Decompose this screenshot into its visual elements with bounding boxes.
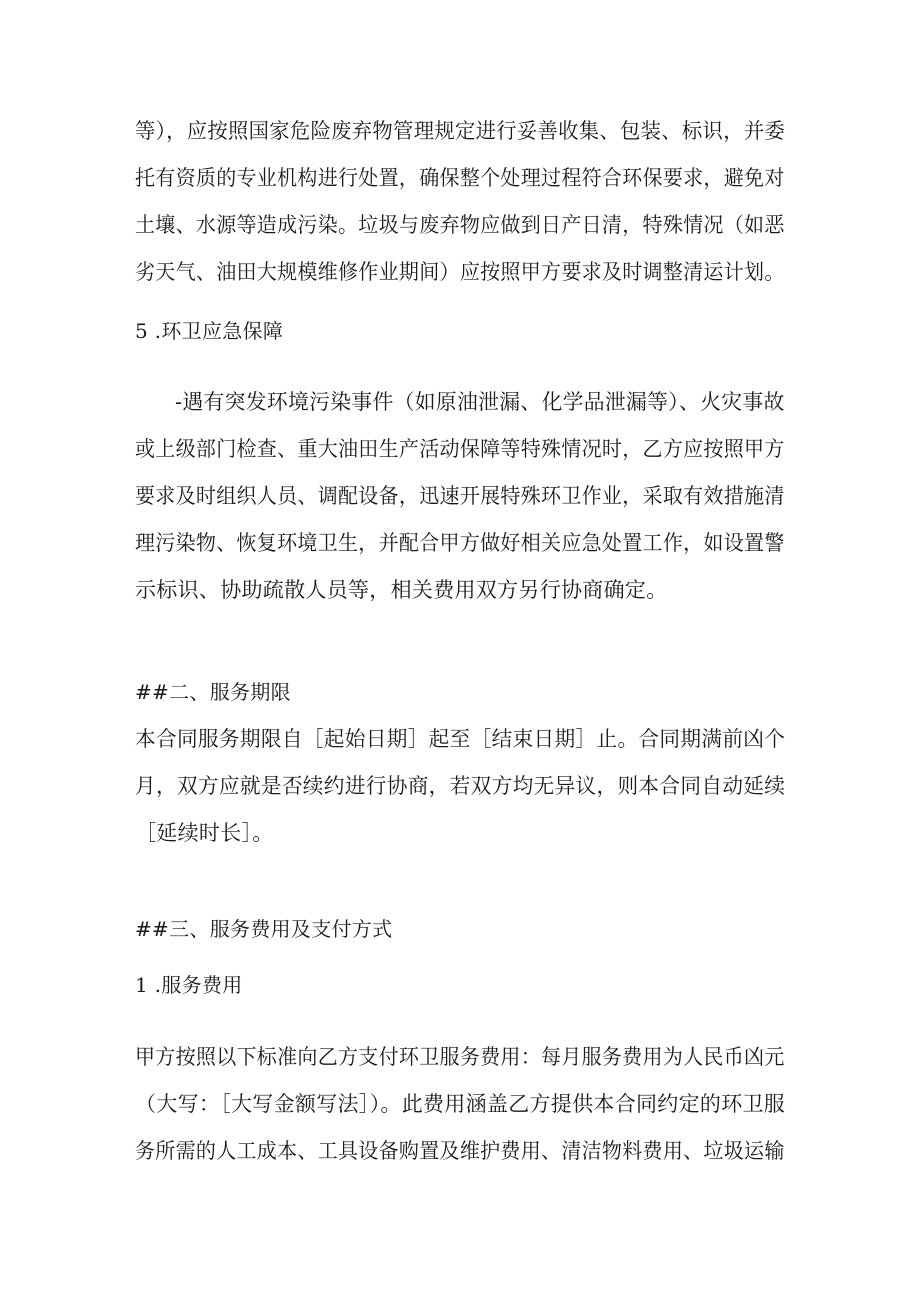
emergency-paragraph-line-3: 要求及时组织人员、调配设备，迅速开展特殊环卫作业，采取有效措施清 [135,484,785,508]
section-2-heading: ##二、服务期限 [135,680,291,704]
fee-paragraph-line-1: 甲方按照以下标准向乙方支付环卫服务费用：每月服务费用为人民币凶元 [135,1045,785,1069]
waste-paragraph-line-2: 托有资质的专业机构进行处置，确保整个处理过程符合环保要求，避免对 [135,166,785,190]
term-paragraph-line-1: 本合同服务期限自［起始日期］起至［结束日期］止。合同期满前凶个 [135,727,786,751]
waste-paragraph-line-3: 土壤、水源等造成污染。垃圾与废弃物应做到日产日清，特殊情况（如恶 [135,213,785,237]
emergency-paragraph-line-1: -遇有突发环境污染事件（如原油泄漏、化学品泄漏等）、火灾事故 [175,390,785,414]
term-paragraph-line-2: 月，双方应就是否续约进行协商，若双方均无异议，则本合同自动延续 [135,774,786,798]
fee-paragraph-line-2: （大写：［大写金额写法］）。此费用涵盖乙方提供本合同约定的环卫服 [135,1092,786,1116]
term-paragraph-line-3: ［延续时长］。 [135,821,274,845]
subsection-1-heading: 1 .服务费用 [135,973,243,997]
waste-paragraph-line-1: 等），应按照国家危险废弃物管理规定进行妥善收集、包装、标识，并委 [135,119,786,143]
emergency-paragraph-line-4: 理污染物、恢复环境卫生，并配合甲方做好相关应急处置工作，如设置警 [135,531,785,555]
section-5-heading: 5 .环卫应急保障 [135,319,284,343]
emergency-paragraph-line-2: 或上级部门检查、重大油田生产活动保障等特殊情况时，乙方应按照甲方 [135,437,785,461]
section-3-heading: ##三、服务费用及支付方式 [135,917,393,941]
fee-paragraph-line-3: 务所需的人工成本、工具设备购置及维护费用、清洁物料费用、垃圾运输 [135,1139,785,1163]
emergency-paragraph-line-5: 示标识、协助疏散人员等，相关费用双方另行协商确定。 [135,578,668,602]
waste-paragraph-line-4: 劣天气、油田大规模维修作业期间）应按照甲方要求及时调整清运计划。 [135,260,785,284]
